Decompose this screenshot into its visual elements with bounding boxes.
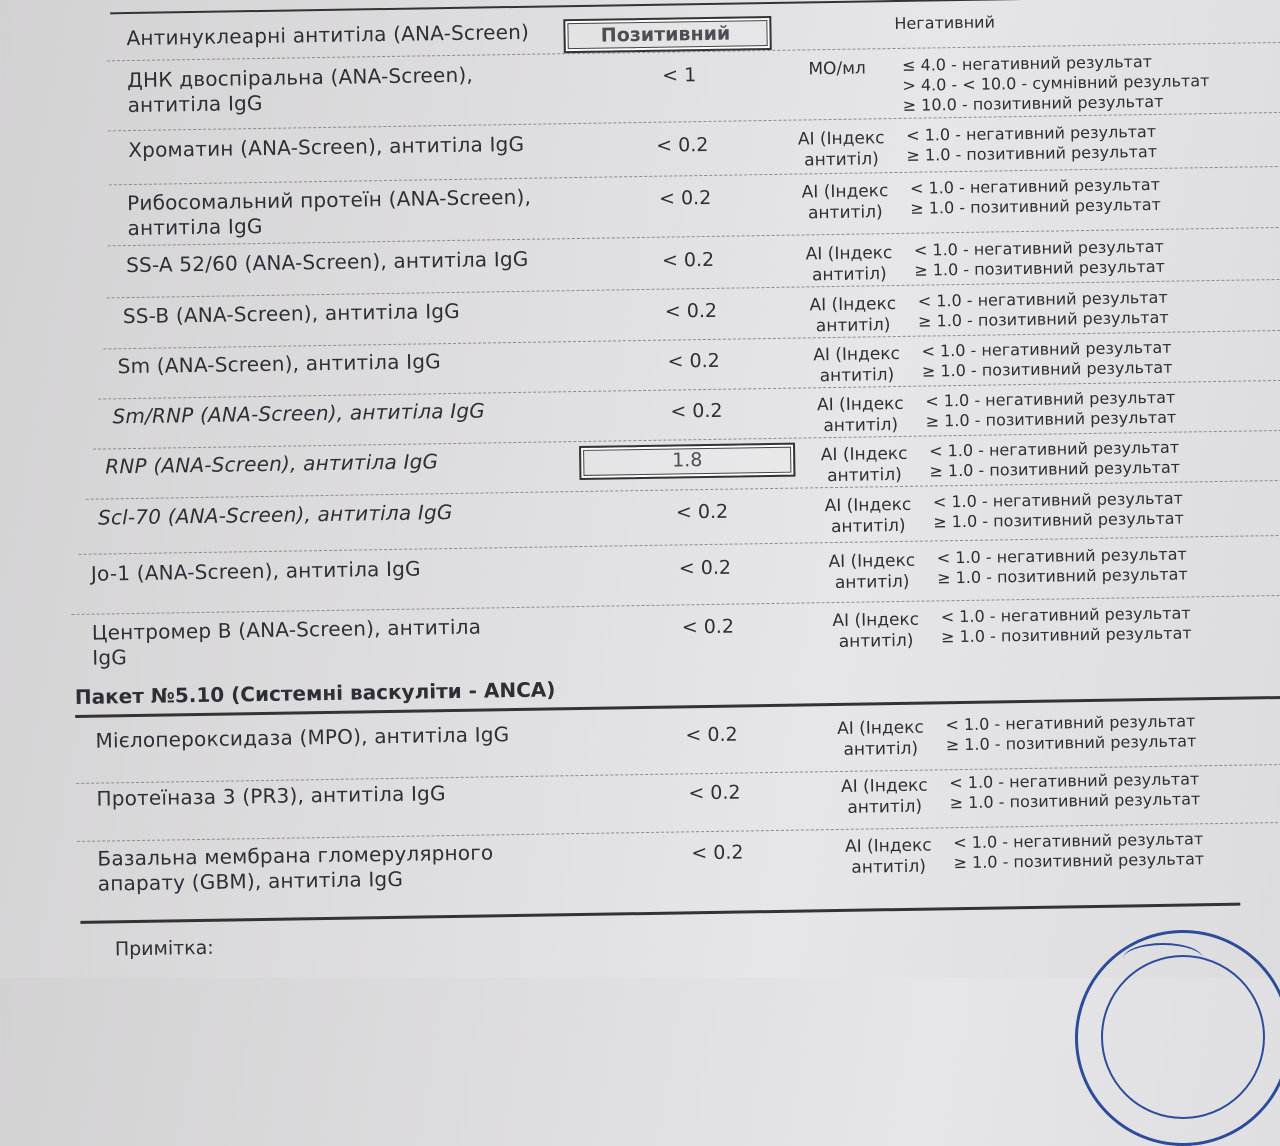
test-name xyxy=(105,449,438,479)
unit-line: AI (Індекс xyxy=(844,835,932,857)
reference-line: ≥ 1.0 - позитивний результат xyxy=(953,849,1205,873)
reference-line: < 1.0 - негативний результат xyxy=(953,829,1204,853)
test-name xyxy=(127,63,473,118)
unit-line: антитіл) xyxy=(838,630,914,652)
result-value: < 0.2 xyxy=(667,349,720,373)
result-value: < 0.2 xyxy=(678,556,732,580)
unit-line: антитіл) xyxy=(834,571,910,594)
unit-line: антитіл) xyxy=(811,264,887,286)
reference-range xyxy=(918,288,1169,332)
result-value: < 0.2 xyxy=(688,781,741,805)
reference-range xyxy=(933,489,1184,533)
unit-label xyxy=(833,835,944,879)
reference-line: ≥ 1.0 - позитивний результат xyxy=(945,731,1197,755)
reference-line: < 1.0 - негативний результат xyxy=(940,603,1191,627)
result-value: < 0.2 xyxy=(670,399,723,423)
reference-line: ≥ 1.0 - позитивний результат xyxy=(949,789,1201,813)
unit-line: AI (Індекс xyxy=(828,550,916,573)
unit-label xyxy=(817,551,928,595)
unit-line: AI (Індекс xyxy=(813,343,901,366)
unit-line: антитіл) xyxy=(827,464,902,487)
reference-line: ≥ 1.0 - позитивний результат xyxy=(940,623,1192,647)
test-name xyxy=(96,781,446,811)
test-name-line: апарату (GBM), антитіла IgG xyxy=(97,866,404,896)
result-value: < 0.2 xyxy=(691,841,744,865)
unit-line: антитіл) xyxy=(843,738,919,760)
note-label: Примітка: xyxy=(114,936,214,961)
result-value: < 0.2 xyxy=(664,299,718,323)
test-name-line: SS-A 52/60 (ANA-Screen), антитіла IgG xyxy=(125,246,529,278)
test-name-line: Хроматин (ANA-Screen), антитіла IgG xyxy=(128,131,525,163)
reference-range xyxy=(910,175,1161,219)
lab-stamp-icon xyxy=(1075,930,1280,1146)
test-name-line: антитіла IgG xyxy=(127,90,263,118)
unit-line: антитіл) xyxy=(847,796,923,818)
test-name xyxy=(112,398,485,429)
unit-label xyxy=(821,610,932,654)
reference-range xyxy=(894,12,995,34)
unit-label xyxy=(798,294,909,338)
test-name-line: Рибосомальний протеїн (ANA-Screen), xyxy=(126,184,532,216)
test-name xyxy=(98,500,453,531)
test-name-line: ДНК двоспіральна (ANA-Screen), xyxy=(127,62,474,93)
unit-line: антитіл) xyxy=(804,149,879,171)
unit-line: AI (Індекс xyxy=(816,393,904,416)
reference-line: ≥ 1.0 - позитивний результат xyxy=(936,564,1188,588)
result-value: Позитивний xyxy=(600,22,731,47)
test-name-line: Антинуклеарні антитіла (ANA-Screen) xyxy=(126,19,530,51)
test-name-line: RNP (ANA-Screen), антитіла IgG xyxy=(105,449,439,479)
unit-line: AI (Індекс xyxy=(820,443,908,466)
reference-line: < 1.0 - негативний результат xyxy=(909,174,1161,198)
test-name xyxy=(91,557,421,587)
unit-line: AI (Індекс xyxy=(797,128,885,150)
table-row xyxy=(13,828,1280,916)
section-title-anca: Пакет №5.10 (Системні васкуліти - ANCA) xyxy=(74,677,556,709)
test-name xyxy=(123,299,460,329)
test-name-line: Мієлопероксидаза (MPO), антитіла IgG xyxy=(95,722,510,753)
unit-line: AI (Індекс xyxy=(809,294,897,316)
unit-label xyxy=(782,58,892,81)
test-name-line: Sm/RNP (ANA-Screen), антитіла IgG xyxy=(112,398,486,429)
reference-line: ≥ 1.0 - позитивний результат xyxy=(917,307,1169,331)
unit-line: антитіл) xyxy=(823,415,899,437)
test-name xyxy=(95,722,509,753)
test-name xyxy=(126,20,529,51)
reference-line: < 1.0 - негативний результат xyxy=(949,769,1200,793)
unit-label xyxy=(790,181,901,225)
reference-line: < 1.0 - негативний результат xyxy=(945,711,1196,735)
test-name xyxy=(128,132,524,163)
result-value: 1.8 xyxy=(671,449,703,472)
result-value: < 0.2 xyxy=(661,248,715,272)
reference-line: < 1.0 - негативний результат xyxy=(921,337,1172,361)
reference-range xyxy=(921,338,1172,382)
test-name-line: Scl-70 (ANA-Screen), антитіла IgG xyxy=(97,500,453,530)
reference-line: ≥ 1.0 - позитивний результат xyxy=(906,141,1158,165)
result-value: < 0.2 xyxy=(658,186,712,210)
result-value: < 0.2 xyxy=(656,133,709,157)
reference-range xyxy=(925,388,1176,432)
test-name-line: Jo-1 (ANA-Screen), антитіла IgG xyxy=(90,556,421,586)
unit-label xyxy=(813,495,924,539)
test-name xyxy=(117,349,441,379)
test-name-line: SS-B (ANA-Screen), антитіла IgG xyxy=(122,298,461,329)
reference-line: ≥ 1.0 - позитивний результат xyxy=(914,256,1166,280)
stamp-inner-ring xyxy=(1101,955,1265,1119)
unit-line: AI (Індекс xyxy=(840,775,928,797)
unit-label xyxy=(829,775,940,819)
test-name-line: Базальна мембрана гломерулярного xyxy=(97,840,494,871)
unit-label xyxy=(809,444,920,488)
test-name-line: антитіла IgG xyxy=(127,213,263,241)
test-name xyxy=(126,247,529,278)
test-name-line: Sm (ANA-Screen), антитіла IgG xyxy=(117,349,442,379)
unit-line: AI (Індекс xyxy=(801,181,889,203)
reference-line: ≥ 1.0 - позитивний результат xyxy=(910,194,1162,218)
test-name xyxy=(92,615,482,671)
reference-range xyxy=(914,237,1165,281)
signature-mark xyxy=(1123,943,1203,975)
unit-line: антитіл) xyxy=(819,365,895,387)
result-value: < 1 xyxy=(661,64,697,87)
reference-range xyxy=(929,438,1180,482)
result-value: < 0.2 xyxy=(685,723,738,747)
reference-line: < 1.0 - негативний результат xyxy=(928,437,1180,461)
reference-line: < 1.0 - негативний результат xyxy=(906,121,1157,145)
result-value: < 0.2 xyxy=(675,500,729,524)
reference-range xyxy=(949,769,1200,813)
reference-line: < 1.0 - негативний результат xyxy=(936,544,1187,568)
unit-label xyxy=(825,717,936,761)
reference-line: < 1.0 - негативний результат xyxy=(932,488,1184,512)
result-highlight-box xyxy=(563,16,772,53)
table-row xyxy=(10,602,1280,684)
unit-line: AI (Індекс xyxy=(824,494,912,517)
test-name-line: IgG xyxy=(92,645,128,670)
reference-line: < 1.0 - негативний результат xyxy=(913,236,1165,260)
unit-label xyxy=(786,128,897,172)
unit-label xyxy=(805,394,916,438)
reference-line: ≥ 1.0 - позитивний результат xyxy=(925,407,1177,431)
unit-line: антитіл) xyxy=(851,856,927,878)
reference-line: Негативний xyxy=(894,12,996,34)
reference-range xyxy=(902,51,1210,116)
reference-range xyxy=(941,603,1192,647)
reference-line: < 1.0 - негативний результат xyxy=(917,287,1168,311)
reference-line: ≥ 1.0 - позитивний результат xyxy=(929,457,1181,481)
unit-line: антитіл) xyxy=(815,315,891,337)
unit-line: AI (Індекс xyxy=(805,243,893,265)
test-name xyxy=(127,185,532,241)
reference-line: < 1.0 - негативний результат xyxy=(925,387,1176,411)
test-name-line: Протеїназа 3 (PR3), антитіла IgG xyxy=(96,781,446,811)
unit-label xyxy=(794,243,905,287)
reference-range xyxy=(953,829,1204,873)
reference-line: > 4.0 - < 10.0 - сумнівний результат xyxy=(902,71,1210,95)
reference-line: ≥ 10.0 - позитивний результат xyxy=(902,91,1164,115)
reference-line: ≥ 1.0 - позитивний результат xyxy=(933,508,1184,532)
test-name-line: Центромер B (ANA-Screen), антитіла xyxy=(91,614,482,645)
unit-line: AI (Індекс xyxy=(836,717,924,739)
test-name xyxy=(97,840,494,896)
unit-line: антитіл) xyxy=(830,515,906,538)
reference-line: ≥ 1.0 - позитивний результат xyxy=(921,357,1173,381)
result-highlight-box xyxy=(579,443,796,480)
reference-range xyxy=(945,711,1196,755)
unit-line: антитіл) xyxy=(807,202,883,224)
unit-line: МО/мл xyxy=(808,58,866,80)
reference-range xyxy=(937,544,1188,588)
unit-label xyxy=(801,344,912,388)
unit-line: AI (Індекс xyxy=(832,609,920,632)
result-value: < 0.2 xyxy=(681,615,735,639)
reference-line: ≤ 4.0 - негативний результат xyxy=(901,51,1153,75)
reference-range xyxy=(906,122,1157,166)
